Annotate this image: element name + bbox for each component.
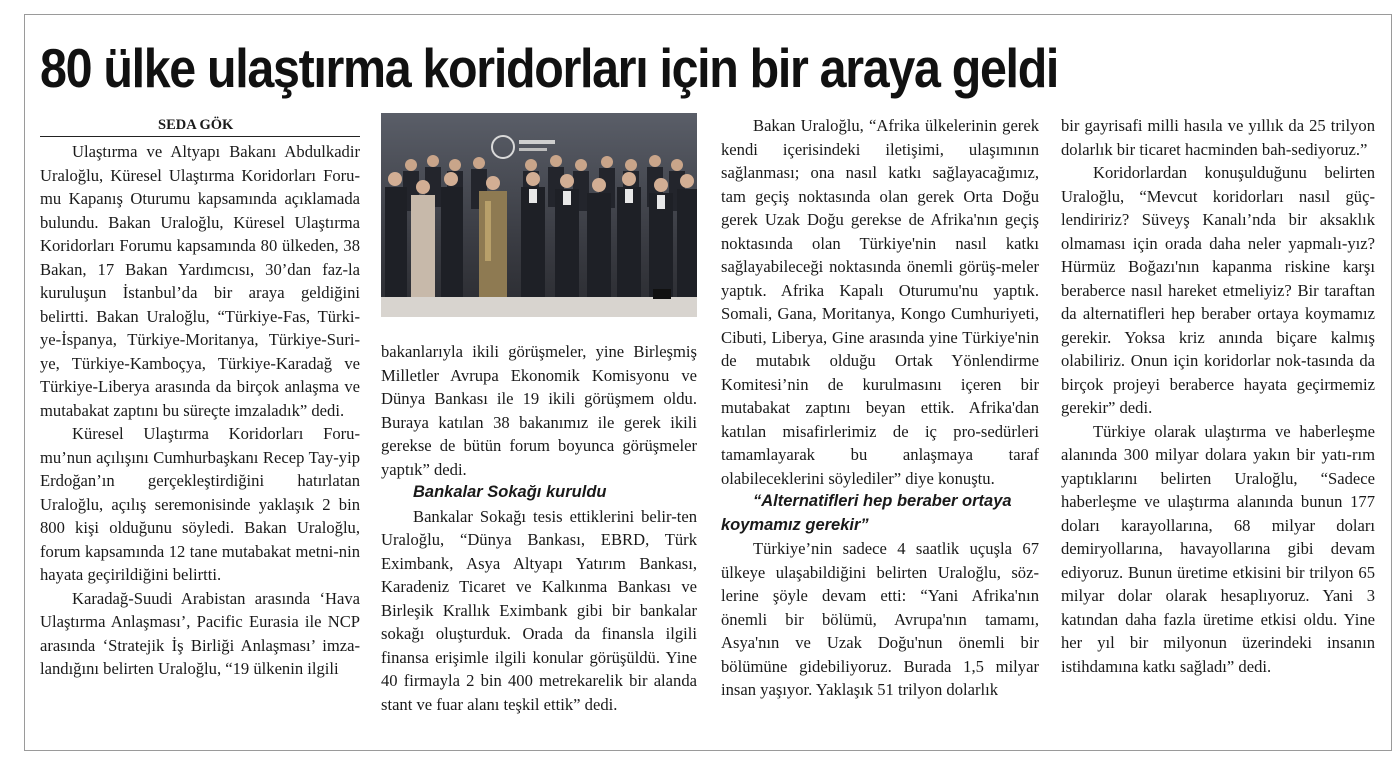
paragraph: Bakan Uraloğlu, “Afrika ülkelerinin gerek kendi içerisindeki iletişimi, ulaşımının sağlanması; ona nasıl katkı sağlayacağımız, tam geçiş noktasında olan gerek Orta Doğu gerek Uzak Doğu gerekse de Afrika'nın geçiş noktasında olan Türkiye'nin nasıl katkı sağlayabileceği noktasında önemli görüş-meler yaptık. Afrika Kapalı Oturumu'nu yaptık. Somali, Gana, Moritanya, Kongo Cumhuriyeti, Cibuti, Liberya, Gine arasında yine Türkiye'nin de mutabık olduğu Ortak Yönlendirme Komitesi’nin de kurulmasını içeren bir mutabakat zaptını beyan ettik. Afrika'dan katılan misafirlerimiz de iç pro-sedürleri tamamlayarak bu anlaşmaya taraf olabileceklerini söylediler” diye konuştu. xyxy=(721,116,1039,488)
article-column-2 xyxy=(381,340,697,716)
group-photo xyxy=(381,113,697,317)
subheading: “Alternatifleri hep beraber ortaya koymamız gerekir” xyxy=(721,492,1012,534)
paragraph: Koridorlardan konuşulduğunu belirten Uraloğlu, “Mevcut koridorları nasıl güç-lendiririz? Süveyş Kanalı’nda bir aksaklık olmaması için orada daha neler yapmalı-yız? Hürmüz Boğazı'nın kapanma riskine karşı beraberce nasıl hareket etmeliyiz? Bir taraftan da alternatifleri hep beraber ortaya koymamız gerekir. Yoksa kriz anında biçare kalmış olabiliriz. Onun için koridorlar nok-tasında da birçok projeyi beraberce hayata geçirmemiz gerekir” dedi. xyxy=(1061,163,1375,417)
paragraph: Türkiye’nin sadece 4 saatlik uçuşla 67 ülkeye ulaşabildiğini belirten Uraloğlu, söz-lerine şöyle devam etti: “Yani Afrika'nın önemli bir bölümü, Avrupa'nın tamamı, Asya'nın ve Uzak Doğu'nun önemli bir bölümüne gidebiliyoruz. Burada 1,5 milyar insan yaşıyor. Yaklaşık 51 trilyon dolarlık xyxy=(721,539,1039,699)
paragraph: bakanlarıyla ikili görüşmeler, yine Birleşmiş Milletler Avrupa Ekonomik Komisyonu ve Dünya Bankası ile 19 ikili görüşmem oldu. Buraya katılan 38 bakanımız ile gerek ikili gerekse de bütün forum boyunca görüşmeler yaptık” dedi. xyxy=(381,342,697,479)
byline: SEDA GÖK xyxy=(40,114,360,137)
paragraph: Küresel Ulaştırma Koridorları Foru-mu’nun açılışını Cumhurbaşkanı Recep Tay-yip Erdoğan’ın gerçekleştirdiğini hatırlatan Uraloğlu, açılış seremonisinde yaklaşık 2 bin 800 kişi olduğunu söyledi. Bakan Uraloğlu, forum kapsamında 12 tane mutabakat metni-nin hayata geçirildiğini belirtti. xyxy=(40,424,360,584)
article-column-4 xyxy=(1061,114,1375,678)
group-photo-icon xyxy=(381,113,697,317)
headline: 80 ülke ulaştırma koridorları için bir araya geldi xyxy=(40,37,1059,99)
paragraph: Karadağ-Suudi Arabistan arasında ‘Hava Ulaştırma Anlaşması’, Pacific Eurasia ile NCP arasında ‘Stratejik İş Birliği Anlaşması’ imza-landığını belirten Uraloğlu, “19 ülkenin ilgili xyxy=(40,588,360,678)
subheading: Bankalar Sokağı kuruldu xyxy=(413,483,607,501)
paragraph: bir gayrisafi milli hasıla ve yıllık da 25 trilyon dolarlık bir ticaret hacminden bah-sediyoruz.” xyxy=(1061,116,1375,159)
paragraph: Türkiye olarak ulaştırma ve haberleşme alanında 300 milyar dolara yakın bir yatı-rım yaptıklarını belirten Uraloğlu, “Sadece haberleşme ve ulaştırma alanında bunun 177 doları karayollarına, 68 milyar doları demiryollarına, havayollarına gibi devam ediyoruz. Bunun üretime etkisini bir trilyon 65 milyar dolar olarak hesaplıyoruz. Yani 3 katından daha fazla üretime etkisi oldu. Yine her yıl bir milyonun üzerindeki insanın istihdamına katkı sağladı” dedi. xyxy=(1061,421,1375,676)
paragraph: Ulaştırma ve Altyapı Bakanı Abdulkadir Uraloğlu, Küresel Ulaştırma Koridorları Foru-mu Kapanış Oturumu kapsamında açıklamada bulundu. Bakan Uraloğlu, Küresel Ulaştırma Koridorları Forumu kapsamında 80 ülkeden, 38 Bakan, 17 Bakan Yardımcısı, 30’dan faz-la kuruluşun İstanbul’da bir araya geldiğini belirtti. Bakan Uraloğlu, “Türkiye-Fas, Türki-ye-İspanya, Türkiye-Moritanya, Türkiye-Suri-ye, Türkiye-Kamboçya, Türkiye-Karadağ ve Türkiye-Liberya arasında da birçok anlaşma ve mutabakat zaptını bu süreçte imzaladık” dedi. xyxy=(40,142,360,420)
paragraph: Bankalar Sokağı tesis ettiklerini belir-ten Uraloğlu, “Dünya Bankası, EBRD, Türk Eximbank, Asya Altyapı Yatırım Bankası, Karadeniz Ticaret ve Kalkınma Bankası ve Birleşik Krallık Eximbank gibi bir bankalar sokağı oluşturduk. Orada da finansla ilgili finansa erişimle ilgili konular görüşüldü. Yine 40 firmayla 2 bin 400 metrekarelik bir alanda stant ve fuar alanı teşkil ettik” dedi. xyxy=(381,506,697,714)
article-column-3 xyxy=(721,114,1039,702)
article-column-1 xyxy=(40,114,360,681)
